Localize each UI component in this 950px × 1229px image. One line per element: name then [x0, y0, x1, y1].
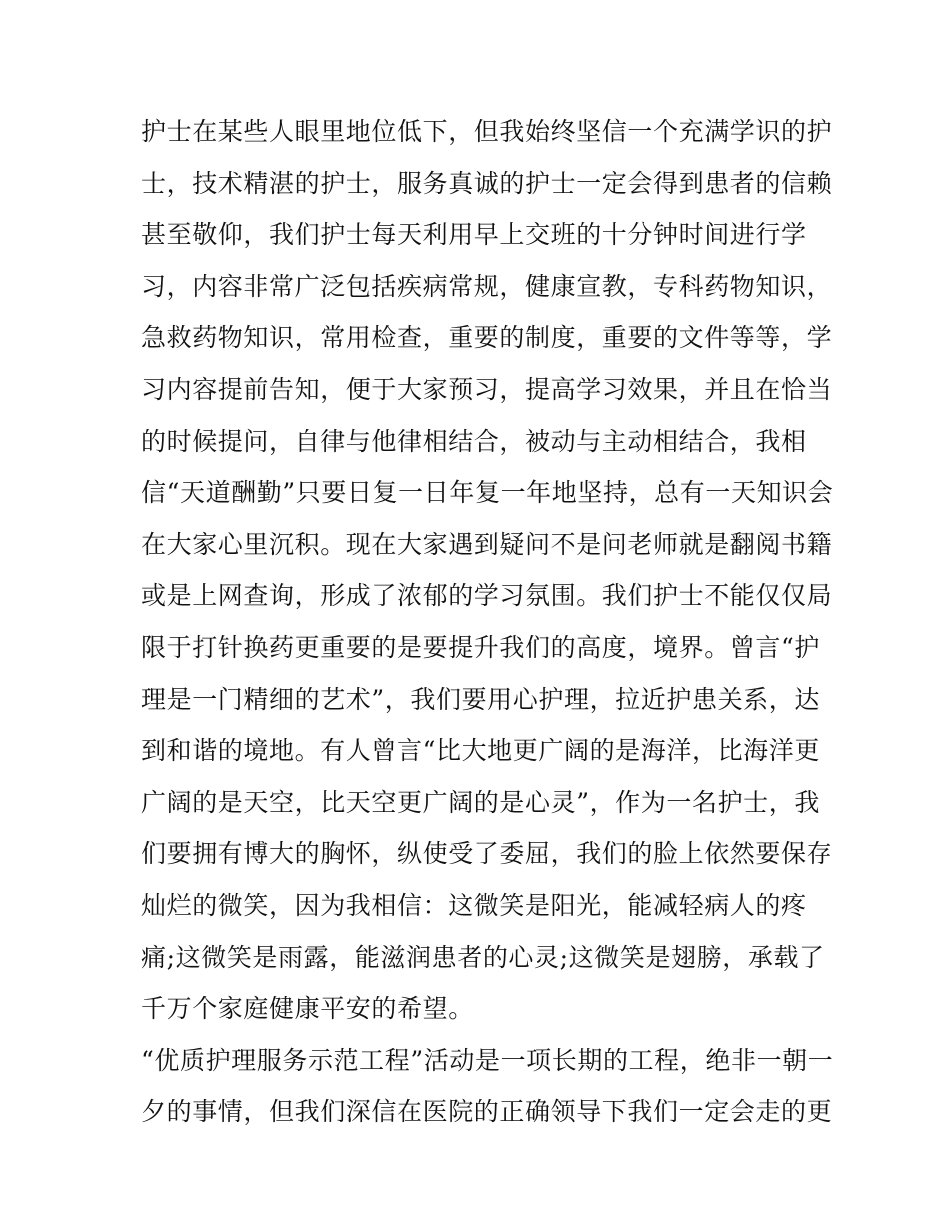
text-line: 们要拥有博大的胸怀，纵使受了委屈，我们的脸上依然要保存 — [141, 839, 833, 869]
text-line: 在大家心里沉积。现在大家遇到疑问不是问老师就是翻阅书籍 — [141, 529, 833, 559]
text-line: 痛;这微笑是雨露，能滋润患者的心灵;这微笑是翅膀，承载了 — [141, 942, 825, 972]
text-line: 护士在某些人眼里地位低下，但我始终坚信一个充满学识的护 — [141, 117, 833, 146]
text-line: 信“天道酬勤”只要日复一日年复一年地坚持，总有一天知识会 — [141, 478, 834, 508]
text-line: 的时候提问，自律与他律相结合，被动与主动相结合，我相 — [141, 426, 807, 456]
text-line: 千万个家庭健康平安的希望。 — [141, 994, 474, 1024]
text-line: 甚至敬仰，我们护士每天利用早上交班的十分钟时间进行学 — [141, 220, 807, 250]
text-line: 广阔的是天空，比天空更广阔的是心灵”，作为一名护士，我 — [141, 787, 820, 817]
text-line: 士，技术精湛的护士，服务真诚的护士一定会得到患者的信赖 — [141, 168, 833, 198]
text-line: 习，内容非常广泛包括疾病常规，健康宣教，专科药物知识， — [141, 271, 833, 301]
text-line: 限于打针换药更重要的是要提升我们的高度，境界。曾言“护 — [141, 632, 820, 662]
text-line: 习内容提前告知，便于大家预习，提高学习效果，并且在恰当 — [141, 374, 833, 404]
text-line: 急救药物知识，常用检查，重要的制度，重要的文件等等，学 — [141, 323, 833, 353]
text-line: 理是一门精细的艺术”，我们要用心护理，拉近护患关系，达 — [141, 684, 820, 714]
body-text — [141, 106, 834, 1138]
text-line: 灿烂的微笑，因为我相信：这微笑是阳光，能减轻病人的疼 — [141, 890, 807, 920]
text-line: 或是上网查询，形成了浓郁的学习氛围。我们护士不能仅仅局 — [141, 581, 833, 611]
text-line: “优质护理服务示范工程”活动是一项长期的工程，绝非一朝一 — [141, 1045, 834, 1075]
text-line: 到和谐的境地。有人曾言“比大地更广阔的是海洋，比海洋更 — [141, 736, 820, 766]
text-line: 夕的事情，但我们深信在医院的正确领导下我们一定会走的更 — [141, 1097, 833, 1127]
